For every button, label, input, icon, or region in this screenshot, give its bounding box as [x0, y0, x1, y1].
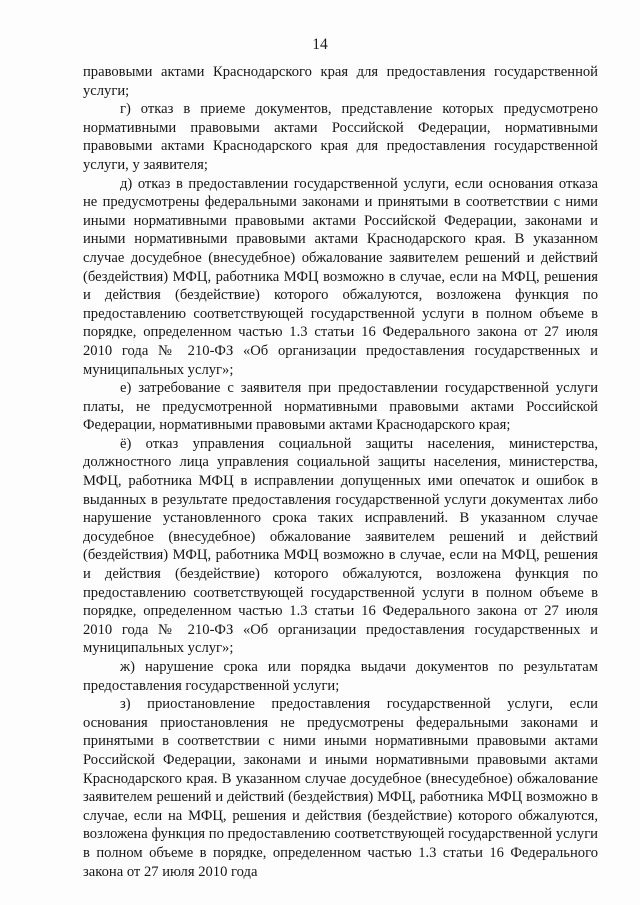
paragraph-item-d: д) отказ в предоставлении государственной услуги, если основания отказа не предусмотрены федеральными законами и принятыми в соответствии с ними иными нормативными правовыми актами Российской Федерации, законами и иными нормативными правовыми актами Краснодарского края. В указанном случае досудебное (внесудебное) обжалование заявителем решений и действий (бездействия) МФЦ, работника МФЦ возможно в случае, если на МФЦ, решения и действия (бездействие) которого обжалуются, возложена функция по предоставлению соответствующей государственной услуги в полном объеме в порядке, определенном частью 1.3 статьи 16 Федерального закона от 27 июля 2010 года № 210-ФЗ «Об организации предоставления государственных и муниципальных услуг»;	[83, 175, 598, 378]
paragraph-item-e: е) затребование с заявителя при предоставлении государственной услуги платы, не предусмотренной нормативными правовыми актами Российской Федерации, нормативными правовыми актами Краснодарского края;	[83, 380, 598, 434]
page-number: 14	[312, 36, 328, 53]
document-body	[83, 63, 598, 881]
paragraph-item-zh: ж) нарушение срока или порядка выдачи документов по результатам предоставления государственной услуги;	[83, 659, 598, 694]
paragraph-continuation: правовыми актами Краснодарского края для предоставления государственной услуги;	[83, 64, 598, 99]
paragraph-item-yo: ё) отказ управления социальной защиты населения, министерства, должностного лица управления социальной защиты населения, министерства, МФЦ, работника МФЦ в исправлении допущенных ими опечаток и ошибок в выданных в результате предоставления государственной услуги документах либо нарушение установленного срока таких исправлений. В указанном случае досудебное (внесудебное) обжалование заявителем решений и действий (бездействия) МФЦ, работника МФЦ возможно в случае, если на МФЦ, решения и действия (бездействие) которого обжалуются, возложена функция по предоставлению соответствующей государственной услуги в полном объеме в порядке, определенном частью 1.3 статьи 16 Федерального закона от 27 июля 2010 года № 210-ФЗ «Об организации предоставления государственных и муниципальных услуг»;	[83, 435, 598, 657]
paragraph-item-g: г) отказ в приеме документов, представление которых предусмотрено нормативными правовыми актами Российской Федерации, нормативными правовыми актами Краснодарского края для предоставления государственной услуги, у заявителя;	[83, 101, 598, 173]
paragraph-item-z: з) приостановление предоставления государственной услуги, если основания приостановления не предусмотрены федеральными законами и принятыми в соответствии с ними иными нормативными правовыми актами Российской Федерации, законами и иными нормативными правовыми актами Краснодарского края. В указанном случае досудебное (внесудебное) обжалование заявителем решений и действий (бездействия) МФЦ, работника МФЦ возможно в случае, если на МФЦ, решения и действия (бездействие) которого обжалуются, возложена функция по предоставлению соответствующей государственной услуги в полном объеме в порядке, определенном частью 1.3 статьи 16 Федерального закона от 27 июля 2010 года	[83, 696, 598, 880]
